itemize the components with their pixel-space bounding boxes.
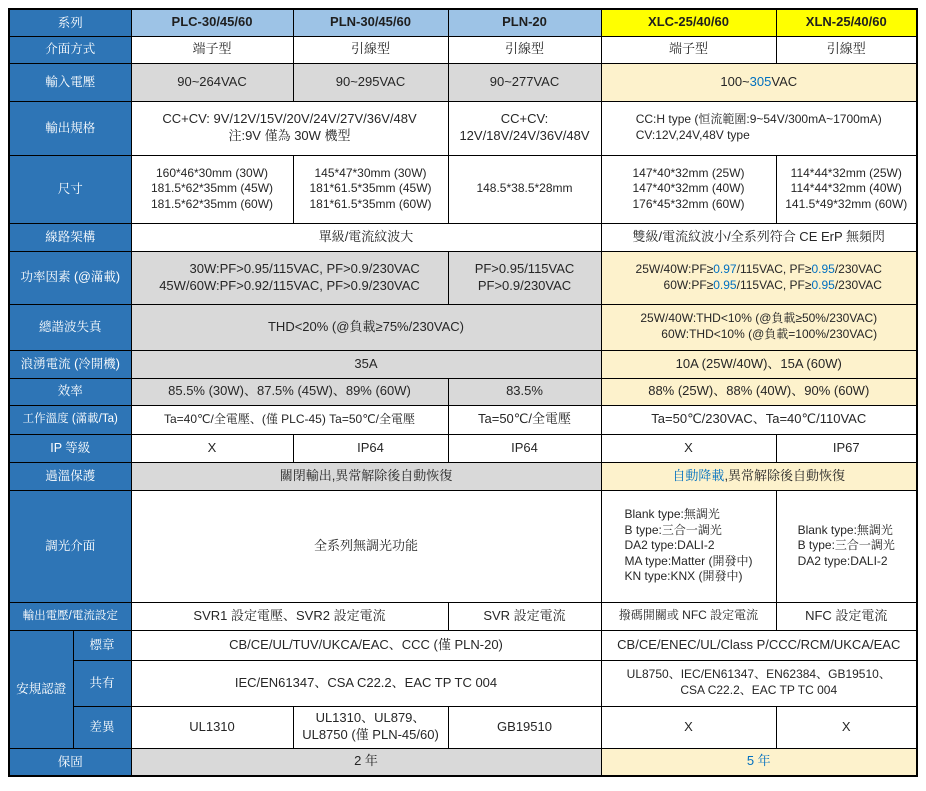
text-part: /115VAC, PF≥ (736, 277, 812, 292)
line: 60W:THD<10% (@負載=100%/230VAC) (661, 327, 878, 341)
text-part: /230VAC (834, 277, 882, 292)
cell-safety-common-xl (601, 660, 917, 706)
row-safety-common (9, 660, 917, 706)
cell-dimensions-xln (776, 155, 917, 223)
cell-ip-plc: X (131, 434, 293, 462)
row-header-efficiency: 效率 (9, 378, 131, 405)
text-part: /230VAC (834, 261, 882, 276)
row-header-series: 系列 (9, 9, 131, 36)
line: UL1310、UL879、 (315, 710, 426, 726)
text-part-highlight: 305 (749, 73, 772, 89)
cell-safety-diff-pln (293, 706, 448, 748)
text-part-highlight: 0.95 (713, 277, 737, 292)
row-header-otp: 過溫保護 (9, 462, 131, 490)
row-dimensions (9, 155, 917, 223)
line: UL8750 (僅 PLN-45/60) (302, 727, 439, 742)
cell-dimensions-pln (293, 155, 448, 223)
cell-vi-set-plcpln: SVR1 設定電壓、SVR2 設定電流 (131, 602, 448, 630)
line: 147*40*32mm (25W) (632, 165, 745, 180)
row-vi-set (9, 602, 917, 630)
line: KN type:KNX (開發中) (624, 569, 743, 584)
line (636, 262, 882, 278)
text-part: 25W/40W:PF≥ (635, 261, 714, 276)
row-header-circuit: 線路架構 (9, 223, 131, 251)
cell-output-spec-pln20 (448, 101, 601, 155)
row-circuit (9, 223, 917, 251)
line: PF>0.9/230VAC (477, 277, 572, 293)
line: 147*40*32mm (40W) (632, 181, 745, 196)
cell-pf-xl (601, 251, 917, 304)
text-part-highlight: 0.95 (811, 261, 835, 276)
line (636, 278, 882, 294)
cell-interface-plc: 端子型 (131, 36, 293, 63)
row-header-thd: 總諧波失真 (9, 304, 131, 350)
cell-otp-xl (601, 462, 917, 490)
row-header-interface: 介面方式 (9, 36, 131, 63)
line: 114*44*32mm (40W) (790, 181, 902, 196)
cell-inrush-left: 35A (131, 350, 601, 378)
cell-dimming-xln (776, 490, 917, 602)
cell-vi-set-xlc: 撥碼開關或 NFC 設定電流 (601, 602, 776, 630)
cell-efficiency-plcpln: 85.5% (30W)、87.5% (45W)、89% (60W) (131, 378, 448, 405)
row-inrush (9, 350, 917, 378)
row-header-warranty: 保固 (9, 748, 131, 776)
line: 160*46*30mm (30W) (155, 165, 269, 180)
line: 176*45*32mm (60W) (632, 196, 745, 211)
cell-output-spec-plcpln (131, 101, 448, 155)
cell-efficiency-pln20: 83.5% (448, 378, 601, 405)
cell-inrush-xl: 10A (25W/40W)、15A (60W) (601, 350, 917, 378)
spec-comparison-table (8, 8, 918, 777)
row-header-vi-set: 輸出電壓/電流設定 (9, 602, 131, 630)
row-header-dimensions: 尺寸 (9, 155, 131, 223)
line: Blank type:無調光 (624, 507, 720, 522)
row-safety-diff (9, 706, 917, 748)
col-header-pln20: PLN-20 (448, 9, 601, 36)
text-part-highlight: 0.97 (713, 261, 737, 276)
line: MA type:Matter (開發中) (624, 553, 753, 568)
cell-warranty-left: 2 年 (131, 748, 601, 776)
row-interface (9, 36, 917, 63)
line: 45W/60W:PF>0.92/115VAC, PF>0.9/230VAC (159, 277, 420, 293)
cell-circuit-xl: 雙級/電流紋波小/全系列符合 CE ErP 無頻閃 (601, 223, 917, 251)
cell-otp-left: 關閉輸出,異常解除後自動恢復 (131, 462, 601, 490)
cell-op-temp-plcpln: Ta=40℃/全電壓、(僅 PLC-45) Ta=50℃/全電壓 (131, 405, 448, 434)
line: 114*44*32mm (25W) (790, 165, 902, 180)
cell-vi-set-xln: NFC 設定電流 (776, 602, 917, 630)
row-otp (9, 462, 917, 490)
cell-safety-diff-xlc: X (601, 706, 776, 748)
row-header-op-temp: 工作溫度 (滿載/Ta) (9, 405, 131, 434)
row-header-safety: 安規認證 (9, 630, 73, 748)
line: DA2 type:DALI-2 (797, 553, 888, 568)
cell-safety-mark-left: CB/CE/UL/TUV/UKCA/EAC、CCC (僅 PLN-20) (131, 630, 601, 660)
line: 181*61.5*35mm (45W) (309, 181, 432, 196)
cell-output-spec-xl (601, 101, 917, 155)
line: PF>0.95/115VAC (474, 260, 575, 276)
cell-interface-xln: 引線型 (776, 36, 917, 63)
col-header-plc: PLC-30/45/60 (131, 9, 293, 36)
cell-op-temp-pln20: Ta=50℃/全電壓 (448, 405, 601, 434)
row-header-safety-common: 共有 (73, 660, 131, 706)
col-header-xlc: XLC-25/40/60 (601, 9, 776, 36)
row-safety-mark (9, 630, 917, 660)
cell-safety-diff-plc: UL1310 (131, 706, 293, 748)
cell-safety-mark-xl: CB/CE/ENEC/UL/Class P/CCC/RCM/UKCA/EAC (601, 630, 917, 660)
text-part-highlight: 自動降載 (672, 467, 725, 483)
cell-dimensions-xlc (601, 155, 776, 223)
cell-safety-diff-xln: X (776, 706, 917, 748)
cell-ip-pln20: IP64 (448, 434, 601, 462)
row-input-voltage (9, 63, 917, 101)
cell-dimensions-plc (131, 155, 293, 223)
cell-efficiency-xl: 88% (25W)、88% (40W)、90% (60W) (601, 378, 917, 405)
text-part: 100~ (720, 73, 750, 89)
row-warranty (9, 748, 917, 776)
row-header-output-spec: 輸出規格 (9, 101, 131, 155)
line: CSA C22.2、EAC TP TC 004 (680, 683, 838, 697)
row-efficiency (9, 378, 917, 405)
row-header-inrush: 浪湧電流 (冷開機) (9, 350, 131, 378)
cell-input-voltage-xl (601, 63, 917, 101)
line: 181.5*62*35mm (60W) (150, 196, 274, 211)
line: 30W:PF>0.95/115VAC, PF>0.9/230VAC (189, 260, 420, 276)
cell-pf-plcpln (131, 251, 448, 304)
row-header-safety-mark: 標章 (73, 630, 131, 660)
row-dimming (9, 490, 917, 602)
cell-interface-pln20: 引線型 (448, 36, 601, 63)
line: 注:9V 僅為 30W 機型 (228, 128, 351, 143)
line: 25W/40W:THD<10% (@負載≥50%/230VAC) (640, 311, 878, 326)
line: 12V/18V/24V/36V/48V (459, 128, 590, 143)
text-part: 60W:PF≥ (663, 277, 714, 292)
row-series (9, 9, 917, 36)
cell-ip-xlc: X (601, 434, 776, 462)
row-header-ip: IP 等級 (9, 434, 131, 462)
row-thd (9, 304, 917, 350)
cell-interface-pln: 引線型 (293, 36, 448, 63)
cell-thd-left: THD<20% (@負載≥75%/230VAC) (131, 304, 601, 350)
cell-op-temp-xl: Ta=50℃/230VAC、Ta=40℃/110VAC (601, 405, 917, 434)
row-ip (9, 434, 917, 462)
row-power-factor (9, 251, 917, 304)
row-op-temp (9, 405, 917, 434)
cell-input-voltage-plc: 90~264VAC (131, 63, 293, 101)
cell-vi-set-pln20: SVR 設定電流 (448, 602, 601, 630)
text-part-highlight: 0.95 (811, 277, 835, 292)
cell-input-voltage-pln: 90~295VAC (293, 63, 448, 101)
cell-ip-xln: IP67 (776, 434, 917, 462)
line: 145*47*30mm (30W) (314, 165, 427, 180)
col-header-pln: PLN-30/45/60 (293, 9, 448, 36)
cell-pf-pln20 (448, 251, 601, 304)
row-header-safety-diff: 差異 (73, 706, 131, 748)
cell-dimming-xlc (601, 490, 776, 602)
cell-safety-common-left: IEC/EN61347、CSA C22.2、EAC TP TC 004 (131, 660, 601, 706)
row-header-input-voltage: 輸入電壓 (9, 63, 131, 101)
text-part: /115VAC, PF≥ (736, 261, 812, 276)
row-header-power-factor: 功率因素 (@滿載) (9, 251, 131, 304)
cell-dimensions-pln20: 148.5*38.5*28mm (448, 155, 601, 223)
line: CV:12V,24V,48V type (635, 128, 750, 142)
cell-circuit-left: 單級/電流紋波大 (131, 223, 601, 251)
cell-thd-xl (601, 304, 917, 350)
line: CC+CV: (500, 111, 549, 127)
col-header-xln: XLN-25/40/60 (776, 9, 917, 36)
row-output-spec (9, 101, 917, 155)
line: DA2 type:DALI-2 (624, 538, 715, 553)
line: B type:三合一調光 (797, 538, 895, 553)
cell-dimming-left: 全系列無調光功能 (131, 490, 601, 602)
text-part: ,異常解除後自動恢復 (724, 467, 846, 483)
line: B type:三合一調光 (624, 522, 722, 537)
cell-ip-pln: IP64 (293, 434, 448, 462)
line: 141.5*49*32mm (60W) (785, 196, 908, 211)
line: CC+CV: 9V/12V/15V/20V/24V/27V/36V/48V (162, 111, 417, 127)
row-header-dimming: 調光介面 (9, 490, 131, 602)
cell-safety-diff-pln20: GB19510 (448, 706, 601, 748)
line: 181.5*62*35mm (45W) (150, 181, 274, 196)
line: UL8750、IEC/EN61347、EN62384、GB19510、 (626, 667, 891, 682)
line: 181*61.5*35mm (60W) (309, 196, 432, 211)
line: CC:H type (恒流範圍:9~54V/300mA~1700mA) (635, 112, 882, 127)
cell-warranty-xl: 5 年 (601, 748, 917, 776)
cell-interface-xlc: 端子型 (601, 36, 776, 63)
line: Blank type:無調光 (797, 522, 893, 537)
cell-input-voltage-pln20: 90~277VAC (448, 63, 601, 101)
text-part: VAC (771, 73, 798, 89)
